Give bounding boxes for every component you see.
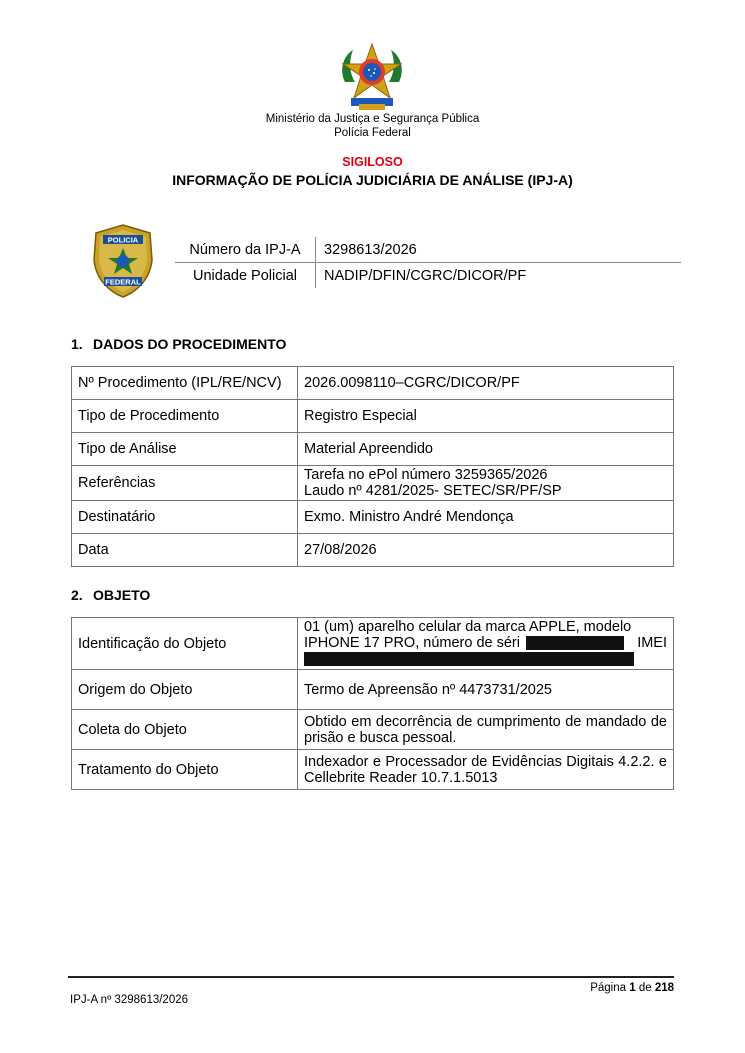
document-title: INFORMAÇÃO DE POLÍCIA JUDICIÁRIA DE ANÁLISE (IPJ-A) bbox=[172, 172, 573, 188]
table-row bbox=[72, 618, 674, 670]
procedure-data-table bbox=[71, 366, 674, 567]
police-unit-label: Unidade Policial bbox=[175, 263, 316, 289]
procedure-number-value: 2026.0098110–CGRC/DICOR/PF bbox=[298, 367, 674, 400]
table-row bbox=[72, 400, 674, 433]
object-origin-value: Termo de Apreensão nº 4473731/2025 bbox=[298, 670, 674, 710]
table-row bbox=[72, 466, 674, 501]
date-label: Data bbox=[72, 534, 298, 567]
analysis-type-label: Tipo de Análise bbox=[72, 433, 298, 466]
section-1-number: 1. bbox=[71, 336, 83, 352]
object-origin-label: Origem do Objeto bbox=[72, 670, 298, 710]
page-total: 218 bbox=[654, 982, 674, 994]
object-table bbox=[71, 617, 674, 790]
object-identification-label: Identificação do Objeto bbox=[72, 618, 298, 670]
section-1-title: DADOS DO PROCEDIMENTO bbox=[93, 336, 287, 352]
classification-label: SIGILOSO bbox=[342, 155, 403, 169]
table-row bbox=[72, 433, 674, 466]
recipient-label: Destinatário bbox=[72, 501, 298, 534]
identification-table bbox=[175, 237, 681, 288]
procedure-number-label: Nº Procedimento (IPL/RE/NCV) bbox=[72, 367, 298, 400]
date-value: 27/08/2026 bbox=[298, 534, 674, 567]
table-row bbox=[72, 534, 674, 567]
badge-text-top: POLICIA bbox=[107, 235, 139, 245]
document-reference: IPJ-A nº 3298613/2026 bbox=[70, 994, 189, 1006]
object-description-line: 01 (um) aparelho celular da marca APPLE, modelo bbox=[304, 619, 632, 635]
object-processing-label: Tratamento do Objeto bbox=[72, 750, 298, 790]
redacted-imei bbox=[304, 652, 634, 666]
procedure-type-label: Tipo de Procedimento bbox=[72, 400, 298, 433]
table-row bbox=[72, 670, 674, 710]
ministry-name: Ministério da Justiça e Segurança Pública bbox=[265, 113, 480, 125]
table-row bbox=[72, 750, 674, 790]
ministry-heading bbox=[0, 112, 745, 140]
section-2-heading bbox=[71, 587, 150, 603]
coat-of-arms-emblem bbox=[337, 42, 407, 114]
ident-row bbox=[175, 237, 681, 263]
section-1-heading bbox=[71, 336, 286, 352]
ipj-number-value: 3298613/2026 bbox=[316, 237, 682, 263]
object-processing-value: Indexador e Processador de Evidências Digitais 4.2.2. e Cellebrite Reader 10.7.1.5013 bbox=[298, 750, 674, 790]
redacted-serial-number bbox=[526, 636, 624, 650]
recipient-value: Exmo. Ministro André Mendonça bbox=[298, 501, 674, 534]
ipj-number-label: Número da IPJ-A bbox=[175, 237, 316, 263]
page-prefix: Página bbox=[590, 982, 626, 994]
police-badge-icon bbox=[92, 224, 154, 298]
object-collection-label: Coleta do Objeto bbox=[72, 710, 298, 750]
table-row bbox=[72, 710, 674, 750]
object-identification-value bbox=[298, 618, 674, 670]
table-row bbox=[72, 501, 674, 534]
page-of: de bbox=[638, 982, 652, 994]
procedure-type-value: Registro Especial bbox=[298, 400, 674, 433]
page-current: 1 bbox=[629, 982, 636, 994]
police-unit-value: NADIP/DFIN/CGRC/DICOR/PF bbox=[324, 267, 527, 284]
object-serial-prefix: IPHONE 17 PRO, número de séri bbox=[304, 635, 520, 651]
badge-text-bottom: FEDERAL bbox=[105, 277, 141, 287]
analysis-type-value: Material Apreendido bbox=[298, 433, 674, 466]
footer-divider bbox=[68, 976, 674, 978]
object-collection-value: Obtido em decorrência de cumprimento de mandado de prisão e busca pessoal. bbox=[298, 710, 674, 750]
page-number bbox=[590, 982, 674, 994]
ident-row bbox=[175, 263, 681, 289]
agency-name: Polícia Federal bbox=[334, 127, 411, 139]
references-value bbox=[298, 466, 674, 501]
references-label: Referências bbox=[72, 466, 298, 501]
reference-report: Laudo nº 4281/2025- SETEC/SR/PF/SP bbox=[304, 483, 562, 499]
object-serial-line bbox=[304, 635, 667, 651]
table-row bbox=[72, 367, 674, 400]
section-2-title: OBJETO bbox=[93, 587, 151, 603]
section-2-number: 2. bbox=[71, 587, 83, 603]
reference-epol-task: Tarefa no ePol número 3259365/2026 bbox=[304, 467, 548, 483]
imei-label: IMEI bbox=[637, 635, 667, 651]
